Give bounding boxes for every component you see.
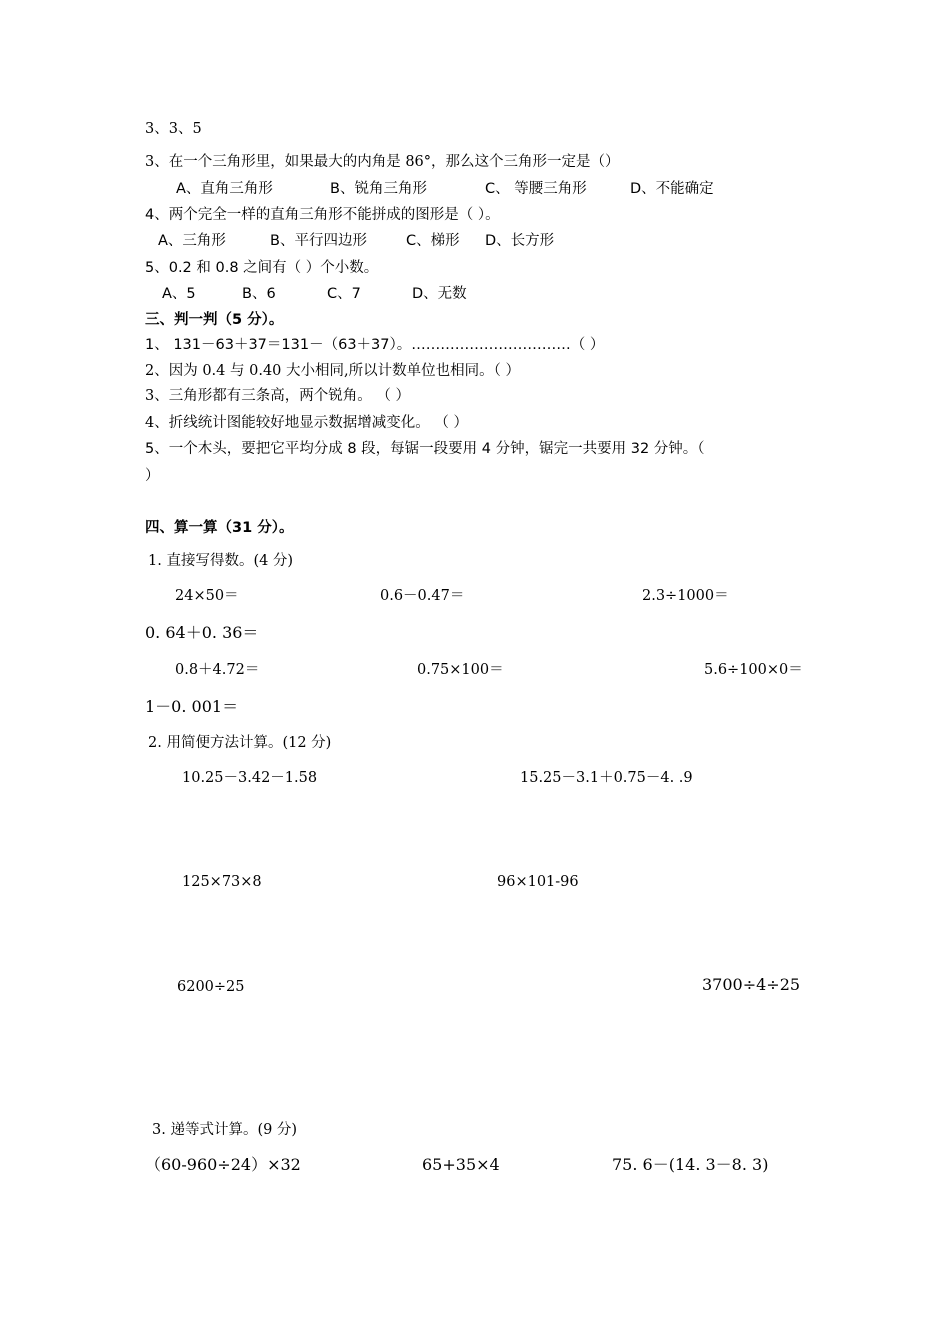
- simplify-problem-1: 10.25－3.42－1.58: [182, 770, 318, 786]
- simplify-problem-2: 15.25－3.1＋0.75－4. .9: [520, 770, 693, 786]
- stepwise-problem-3: 75. 6－(14. 3－8. 3): [612, 1155, 769, 1174]
- q5-option-b: B、6: [242, 286, 276, 302]
- section-3-title: 三、判一判（5 分）。: [145, 312, 284, 328]
- simplify-problem-5: 6200÷25: [177, 979, 245, 995]
- q3-option-a: A、直角三角形: [176, 181, 273, 197]
- direct-calc-2: 0.6－0.47＝: [380, 588, 465, 604]
- q3-option-d: D、不能确定: [630, 181, 714, 197]
- section-4-title: 四、算一算（31 分）。: [145, 520, 294, 536]
- direct-calc-7: 5.6÷100×0＝: [704, 662, 803, 678]
- judge-item-5-cont: ）: [145, 468, 160, 484]
- q3-option-b: B、锐角三角形: [330, 181, 427, 197]
- part-3-title: 3. 递等式计算。(9 分): [152, 1122, 298, 1138]
- judge-item-3: 3、三角形都有三条高，两个锐角。 （ ）: [145, 388, 410, 404]
- q4-option-b: B、平行四边形: [270, 233, 367, 249]
- part-1-title: 1. 直接写得数。(4 分): [148, 553, 294, 569]
- judge-item-2: 2、因为 0.4 与 0.40 大小相同,所以计数单位也相同。（ ）: [145, 363, 520, 379]
- stepwise-problem-1: （60-960÷24）×32: [145, 1155, 301, 1174]
- simplify-problem-3: 125×73×8: [182, 874, 262, 890]
- simplify-problem-4: 96×101-96: [497, 874, 579, 890]
- q3-option-c: C、 等腰三角形: [485, 181, 587, 197]
- q5-option-d: D、无数: [412, 286, 467, 302]
- question-4-stem: 4、两个完全一样的直角三角形不能拼成的图形是（ ）。: [145, 207, 500, 223]
- direct-calc-8: 1－0. 001＝: [145, 697, 239, 716]
- judge-item-4: 4、折线统计图能较好地显示数据增减变化。 （ ）: [145, 415, 468, 431]
- direct-calc-3: 2.3÷1000＝: [642, 588, 729, 604]
- direct-calc-6: 0.75×100＝: [417, 662, 504, 678]
- question-3-stem: 3、在一个三角形里，如果最大的内角是 86°，那么这个三角形一定是（）: [145, 154, 620, 170]
- question-5-stem: 5、0.2 和 0.8 之间有（ ）个小数。: [145, 260, 379, 276]
- stepwise-problem-2: 65+35×4: [422, 1155, 500, 1174]
- judge-item-1: 1、 131－63＋37＝131－（63＋37）。……………………………（ ）: [145, 337, 605, 353]
- q4-option-c: C、梯形: [406, 233, 460, 249]
- q4-option-d: D、长方形: [485, 233, 555, 249]
- part-2-title: 2. 用简便方法计算。(12 分): [148, 735, 332, 751]
- simplify-problem-6: 3700÷4÷25: [702, 975, 801, 994]
- judge-item-5: 5、一个木头，要把它平均分成 8 段，每锯一段要用 4 分钟，锯完一共要用 32 分钟。（: [145, 441, 705, 457]
- q5-option-a: A、5: [162, 286, 196, 302]
- q4-option-a: A、三角形: [158, 233, 226, 249]
- q5-option-c: C、7: [327, 286, 361, 302]
- direct-calc-4: 0. 64＋0. 36＝: [145, 623, 259, 642]
- top-line: 3、3、5: [145, 121, 202, 137]
- direct-calc-1: 24×50＝: [175, 588, 239, 604]
- direct-calc-5: 0.8＋4.72＝: [175, 662, 260, 678]
